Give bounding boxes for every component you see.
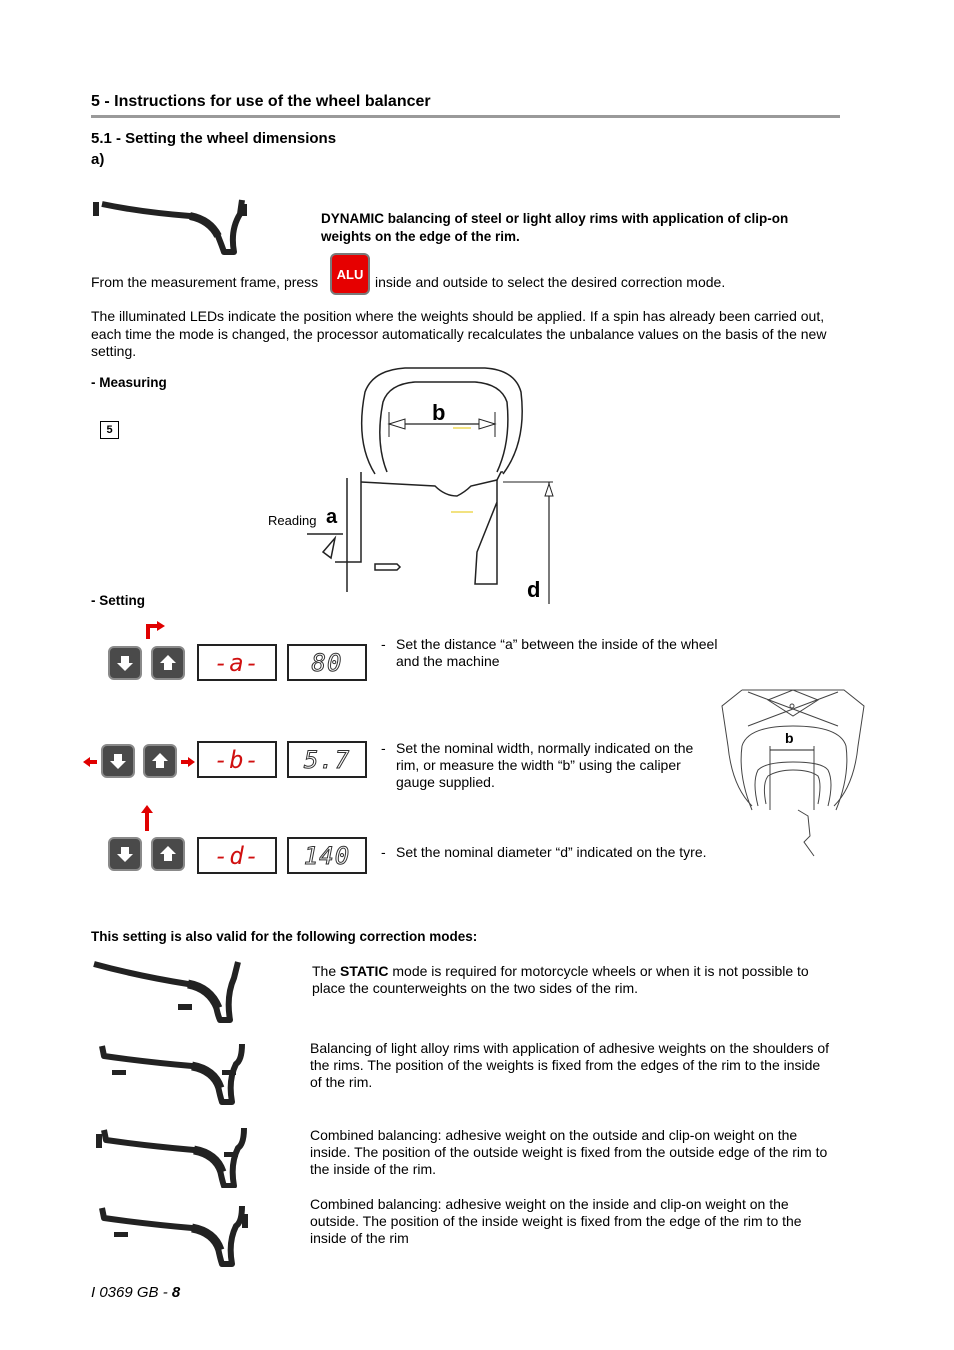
up-key-a[interactable] xyxy=(151,646,185,680)
step-number-box: 5 xyxy=(100,421,119,439)
red-up-arrow-icon xyxy=(140,804,154,832)
section-title: 5 - Instructions for use of the wheel balancer xyxy=(91,93,431,110)
subsection-title: 5.1 - Setting the wheel dimensions xyxy=(91,130,337,147)
red-right-arrow-icon xyxy=(180,754,196,770)
title-rule xyxy=(91,115,840,118)
combined-outside-adhesive-rim-icon xyxy=(94,1122,250,1188)
dynamic-rim-icon xyxy=(90,190,250,256)
down-key-d[interactable] xyxy=(108,837,142,871)
setting-d-dash: - xyxy=(381,844,386,860)
press-text-before: From the measurement frame, press xyxy=(91,274,319,290)
setting-a-dash: - xyxy=(381,636,386,652)
alu-adhesive-rim-icon xyxy=(96,1040,248,1106)
valid-modes-heading: This setting is also valid for the following correction modes: xyxy=(91,929,478,944)
display-left-a xyxy=(197,644,277,681)
press-text-after: inside and outside to select the desired correction mode. xyxy=(375,274,726,290)
footer-code: I 0369 GB - xyxy=(91,1284,172,1301)
static-rim-icon xyxy=(88,956,248,1026)
mode-combined-outside-description: Combined balancing: adhesive weight on the outside and clip-on weight on the inside. The position of the outside weight is fixed from the outside edge of the rim to the inside of the rim. xyxy=(310,1127,828,1177)
combined-inside-adhesive-rim-icon xyxy=(96,1202,252,1268)
mode-static-text: mode is required for motorcycle wheels or when it is not possible to place the counterweights on the two sides of the rim. xyxy=(312,963,809,996)
display-right-d xyxy=(287,837,367,874)
mode-static-prefix: The xyxy=(312,963,341,979)
up-arrow-icon xyxy=(158,653,178,673)
down-arrow-icon xyxy=(115,844,135,864)
dimension-a-label: a xyxy=(326,506,338,528)
reading-label: Reading xyxy=(268,513,317,528)
down-key-a[interactable] xyxy=(108,646,142,680)
mode-static-description xyxy=(312,963,832,997)
display-left-d xyxy=(197,837,277,874)
red-left-arrow-icon xyxy=(82,754,98,770)
caliper-diagram xyxy=(718,686,868,858)
up-arrow-icon xyxy=(158,844,178,864)
display-d-value: 140 xyxy=(303,841,351,870)
setting-a-text: Set the distance “a” between the inside of the wheel and the machine xyxy=(396,636,718,669)
up-key-d[interactable] xyxy=(151,837,185,871)
down-key-b[interactable] xyxy=(101,744,135,778)
display-a-code: -a- xyxy=(213,648,261,677)
display-right-a xyxy=(287,644,367,681)
dynamic-description: DYNAMIC balancing of steel or light alloy rims with application of clip-on weights on the edge of the rim. xyxy=(321,211,789,244)
caliper-b-label: b xyxy=(785,730,794,746)
dimension-b-label: b xyxy=(432,400,446,425)
measurement-diagram xyxy=(265,362,565,607)
up-arrow-icon xyxy=(150,751,170,771)
dimension-d-label: d xyxy=(527,577,541,602)
mode-static-bold: STATIC xyxy=(340,963,389,979)
up-key-b[interactable] xyxy=(143,744,177,778)
setting-b-dash: - xyxy=(381,740,386,756)
mode-combined-inside-description: Combined balancing: adhesive weight on the inside and clip-on weight on the outside. The position of the inside weight is fixed from the edge of the rim to the inside of the rim xyxy=(310,1196,802,1246)
alu-button[interactable]: ALU xyxy=(330,253,370,295)
display-left-b xyxy=(197,741,277,778)
display-a-value: 80 xyxy=(311,648,343,677)
down-arrow-icon xyxy=(115,653,135,673)
measuring-label: - Measuring xyxy=(91,375,167,390)
mode-alu-description: Balancing of light alloy rims with application of adhesive weights on the shoulders of the rims. The position of the weights is fixed from the edges of the rim to the inside of the rim. xyxy=(310,1040,830,1090)
display-b-value: 5.7 xyxy=(303,745,351,774)
display-b-code: -b- xyxy=(213,745,261,774)
setting-label: - Setting xyxy=(91,593,145,608)
setting-b-text: Set the nominal width, normally indicated on the rim, or measure the width “b” using the caliper gauge supplied. xyxy=(396,740,694,790)
red-corner-arrow-icon xyxy=(143,619,167,641)
leds-paragraph: The illuminated LEDs indicate the position where the weights should be applied. If a spin has already been carried out, each time the mode is changed, the processor automatically recalculates the unbalance values on the basis of the new setting. xyxy=(91,308,827,359)
setting-d-text: Set the nominal diameter “d” indicated on the tyre. xyxy=(396,844,707,860)
display-d-code: -d- xyxy=(213,841,261,870)
display-right-b xyxy=(287,741,367,778)
page-number: 8 xyxy=(171,1284,181,1301)
item-label: a) xyxy=(91,151,105,168)
page-footer xyxy=(91,1284,180,1301)
down-arrow-icon xyxy=(108,751,128,771)
